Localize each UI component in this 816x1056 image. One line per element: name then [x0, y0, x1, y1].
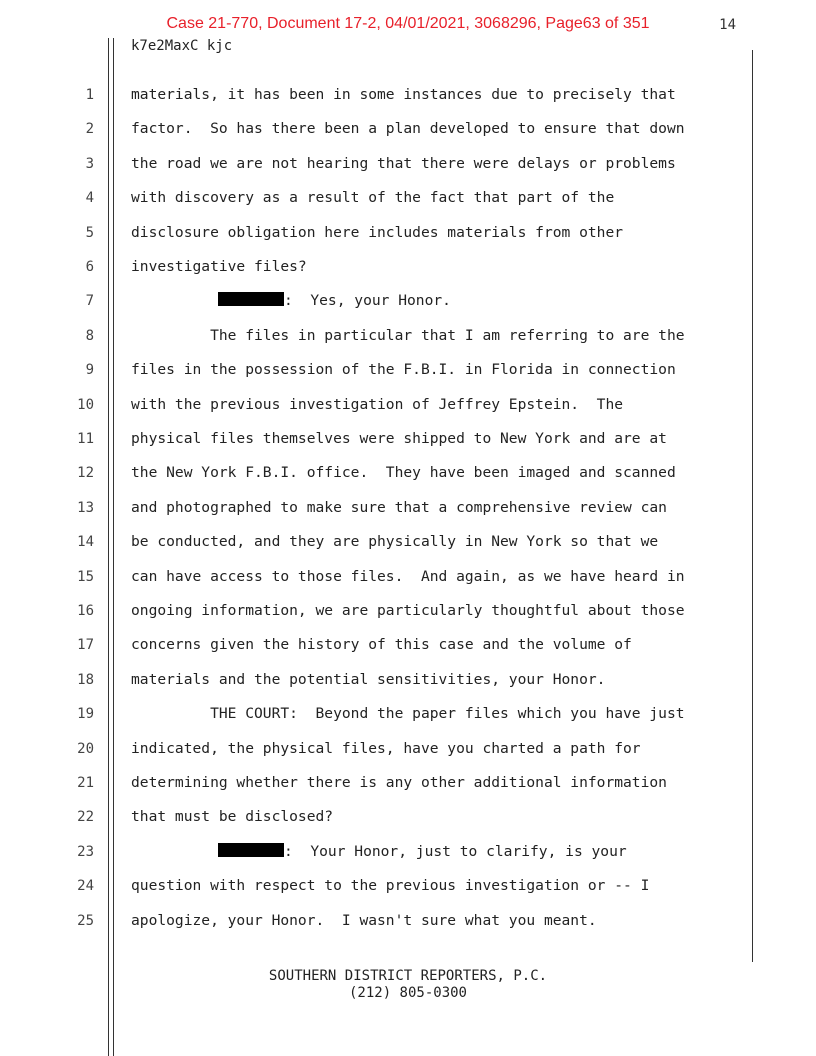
line-text: with discovery as a result of the fact that part of the [131, 189, 615, 207]
transcript-line [0, 807, 816, 841]
line-number: 10 [77, 396, 94, 413]
transcript-line [0, 635, 816, 669]
transcript-line [0, 119, 816, 153]
line-text: materials and the potential sensitivities, your Honor. [131, 670, 606, 688]
line-text [218, 842, 627, 862]
line-number: 17 [77, 637, 94, 654]
transcript-line [0, 188, 816, 222]
line-number: 4 [85, 190, 94, 207]
line-number: 16 [77, 603, 94, 619]
line-number: 25 [77, 912, 94, 929]
line-text: investigative files? [131, 258, 307, 275]
transcript-line [0, 911, 816, 945]
reporter-footer [0, 968, 816, 1002]
line-text: factor. So has there been a plan developed to ensure that down [131, 120, 685, 138]
document-id: k7e2MaxC kjc [131, 38, 233, 54]
line-number: 13 [77, 499, 94, 516]
line-number: 1 [85, 87, 94, 103]
speaker-text: : Yes, your Honor. [284, 292, 451, 310]
line-number: 24 [77, 878, 94, 895]
line-number: 7 [85, 293, 94, 310]
line-text: concerns given the history of this case and the volume of [131, 636, 632, 654]
transcript-line [0, 601, 816, 635]
transcript-line [0, 223, 816, 257]
line-text: THE COURT: Beyond the paper files which you have just [131, 705, 685, 723]
reporter-phone: (212) 805-0300 [348, 985, 467, 1001]
line-text: with the previous investigation of Jeffrey Epstein. The [131, 395, 624, 413]
line-number: 2 [85, 121, 94, 138]
line-number: 6 [85, 259, 94, 275]
line-text: physical files themselves were shipped to New York and are at [131, 430, 667, 447]
transcript-line [0, 567, 816, 601]
page-number: 14 [719, 17, 736, 33]
line-number: 5 [85, 224, 94, 241]
line-number: 12 [77, 465, 94, 482]
line-number: 15 [77, 568, 94, 585]
transcript-line [0, 429, 816, 463]
line-text: can have access to those files. And again, as we have heard in [131, 567, 685, 585]
line-number: 18 [77, 671, 94, 688]
line-text: files in the possession of the F.B.I. in Florida in connection [131, 361, 676, 379]
line-number: 8 [85, 327, 94, 344]
transcript-line [0, 498, 816, 532]
line-number: 19 [77, 706, 94, 723]
transcript-line [0, 670, 816, 704]
line-text: apologize, your Honor. I wasn't sure what you meant. [131, 911, 597, 929]
line-text: The files in particular that I am referring to are the [131, 326, 685, 344]
line-text [218, 291, 451, 311]
transcript-line [0, 773, 816, 807]
transcript-line [0, 395, 816, 429]
transcript-line [0, 532, 816, 566]
line-number: 23 [77, 843, 94, 860]
line-number: 21 [77, 775, 94, 791]
redaction-block [218, 292, 284, 306]
transcript-line [0, 291, 816, 325]
line-text: the New York F.B.I. office. They have been imaged and scanned [131, 464, 676, 482]
line-text: determining whether there is any other additional information [131, 774, 667, 791]
redaction-block [218, 843, 284, 857]
line-number: 14 [77, 534, 94, 551]
transcript-line [0, 257, 816, 291]
line-text: indicated, the physical files, have you charted a path for [131, 739, 641, 757]
line-text: and photographed to make sure that a comprehensive review can [131, 498, 667, 516]
line-number: 22 [77, 809, 94, 826]
line-text: be conducted, and they are physically in New York so that we [131, 533, 659, 551]
transcript-line [0, 85, 816, 119]
line-text: materials, it has been in some instances due to precisely that [131, 86, 676, 103]
case-header-stamp: Case 21-770, Document 17-2, 04/01/2021, 3068296, Page63 of 351 [166, 15, 650, 32]
line-text: that must be disclosed? [131, 808, 334, 826]
transcript-line [0, 842, 816, 876]
line-number: 20 [77, 740, 94, 757]
transcript-line [0, 876, 816, 910]
transcript-line [0, 704, 816, 738]
line-text: disclosure obligation here includes materials from other [131, 223, 624, 241]
line-number: 3 [85, 155, 94, 172]
transcript-line [0, 463, 816, 497]
line-text: the road we are not hearing that there were delays or problems [131, 154, 676, 172]
line-number: 9 [85, 362, 94, 379]
line-text: ongoing information, we are particularly thoughtful about those [131, 602, 685, 619]
line-number: 11 [77, 431, 94, 447]
transcript-line [0, 360, 816, 394]
transcript-line [0, 326, 816, 360]
transcript-line [0, 154, 816, 188]
transcript-line [0, 739, 816, 773]
speaker-text: : Your Honor, just to clarify, is your [284, 842, 627, 860]
line-text: question with respect to the previous investigation or -- I [131, 877, 650, 895]
reporter-name: SOUTHERN DISTRICT REPORTERS, P.C. [268, 968, 548, 984]
